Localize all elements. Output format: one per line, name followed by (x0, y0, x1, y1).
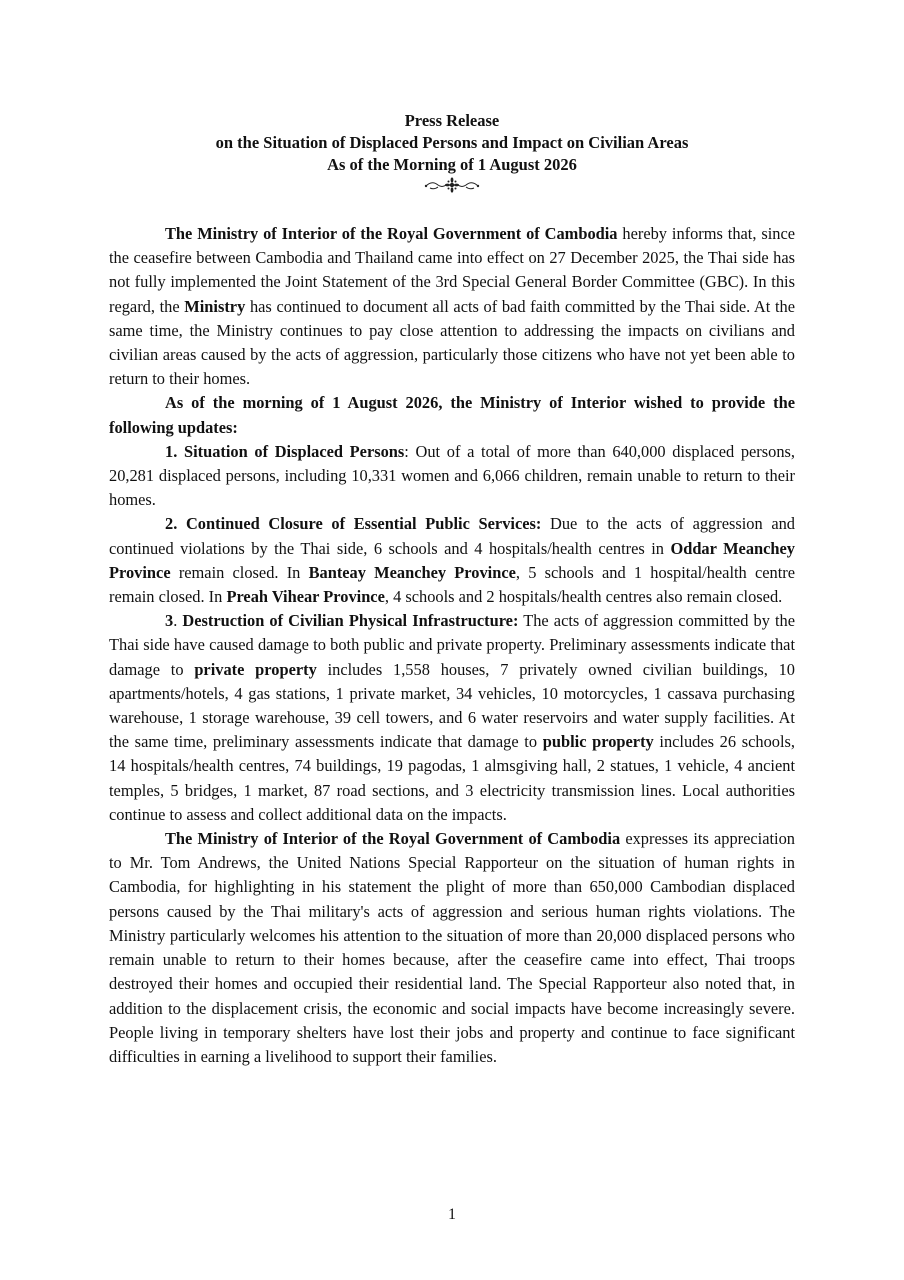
closing-paragraph: The Ministry of Interior of the Royal Government of Cambodia expresses its appreciation to Mr. Tom Andrews, the United Nations Special Rapporteur on the situation of human rights in Cambodia, for highlighting in his statement the plight of more than 650,000 Cambodian displaced persons caused by the Thai military's acts of aggression and serious human rights violations. The Ministry particularly welcomes his attention to the situation of more than 20,000 displaced persons who remain unable to return to their homes because, after the ceasefire came into effect, Thai troops destroyed their homes and occupied their residential land. The Special Rapporteur also noted that, in addition to the displacement crisis, the economic and social impacts have become increasingly severe. People living in temporary shelters have lost their jobs and property and continue to face significant difficulties in earning a livelihood to support their families. (109, 829, 795, 1066)
press-release-body (109, 222, 795, 1069)
updates-intro-paragraph: As of the morning of 1 August 2026, the Ministry of Interior wished to provide the following updates: (109, 393, 795, 437)
floral-divider-icon (0, 176, 904, 194)
ministry-name: The Ministry of Interior of the Royal Government of Cambodia (165, 224, 618, 243)
intro-paragraph: The Ministry of Interior of the Royal Government of Cambodia hereby informs that, since the ceasefire between Cambodia and Thailand came into effect on 27 December 2025, the Thai side has not fully implemented the Joint Statement of the 3rd Special General Border Committee (GBC). In this regard, the Ministry has continued to document all acts of bad faith committed by the Thai side. At the same time, the Ministry continues to pay close attention to addressing the impacts on civilians and civilian areas caused by the acts of aggression, particularly those citizens who have not yet been able to return to their homes. (109, 224, 796, 389)
page-number: 1 (448, 1206, 456, 1223)
header-title: Press Release (404, 111, 500, 130)
header-subtitle: on the Situation of Displaced Persons and Impact on Civilian Areas (215, 133, 689, 152)
header-date: As of the Morning of 1 August 2026 (327, 155, 577, 174)
public-services-paragraph: 2. Continued Closure of Essential Public Services: Due to the acts of aggression and continued violations by the Thai side, 6 schools and 4 hospitals/health centres in Oddar Meanchey Province remain closed. In Banteay Meanchey Province, 5 schools and 1 hospital/health centre remain closed. In Preah Vihear Province, 4 schools and 2 hospitals/health centres also remain closed. (109, 514, 796, 607)
press-release-header (0, 110, 904, 194)
infrastructure-paragraph: 3. Destruction of Civilian Physical Infrastructure: The acts of aggression committed by the Thai side have caused damage to both public and private property. Preliminary assessments indicate that damage to private property includes 1,558 houses, 7 privately owned civilian buildings, 10 apartments/hotels, 4 gas stations, 1 private market, 34 vehicles, 10 motorcycles, 1 cassava purchasing warehouse, 1 storage warehouse, 39 cell towers, and 6 water reservoirs and water supply facilities. At the same time, preliminary assessments indicate that damage to public property includes 26 schools, 14 hospitals/health centres, 74 buildings, 19 pagodas, 1 almsgiving hall, 2 statues, 1 vehicle, 4 ancient temples, 5 bridges, 1 market, 87 road sections, and 3 electricity transmission lines. Local authorities continue to assess and collect additional data on the impacts. (109, 611, 796, 824)
displaced-persons-paragraph: 1. Situation of Displaced Persons: Out of a total of more than 640,000 displaced persons, 20,281 displaced persons, including 10,331 women and 6,066 children, remain unable to return to their homes. (109, 441, 796, 510)
